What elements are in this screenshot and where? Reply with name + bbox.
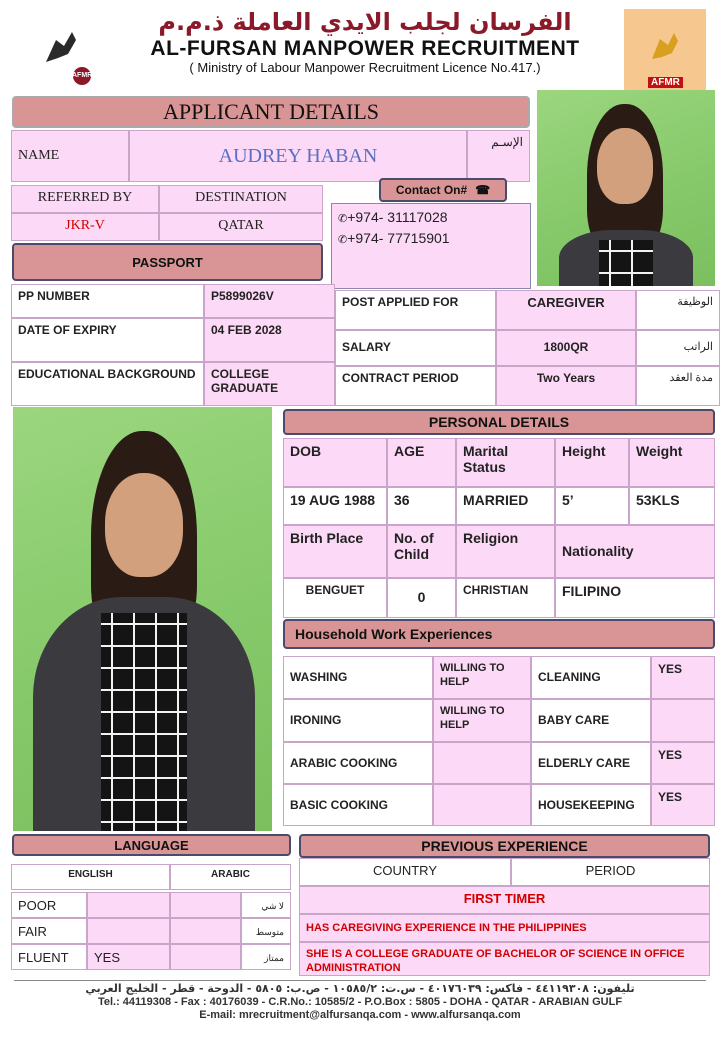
religion-label: Religion <box>456 525 555 578</box>
education-label: EDUCATIONAL BACKGROUND <box>11 362 204 406</box>
language-cell-label-ar: متوسط <box>241 918 291 944</box>
passport-title: PASSPORT <box>12 243 323 281</box>
first-timer: FIRST TIMER <box>299 886 710 914</box>
pp-number-label: PP NUMBER <box>11 284 204 318</box>
household-cell-right-val: YES <box>651 742 715 784</box>
household-cell-right: BABY CARE <box>531 699 651 742</box>
weight-value: 53KLS <box>629 487 715 525</box>
religion-value: CHRISTIAN <box>456 578 555 618</box>
language-cell-label: POOR <box>11 892 87 918</box>
language-title: LANGUAGE <box>12 834 291 856</box>
household-cell-right: HOUSEKEEPING <box>531 784 651 826</box>
contact-header <box>379 178 507 202</box>
language-cell-label-ar: ممتاز <box>241 944 291 970</box>
contact-box <box>331 203 531 289</box>
company-name: AL-FURSAN MANPOWER RECRUITMENT <box>150 37 580 60</box>
household-cell-left: IRONING <box>283 699 433 742</box>
applicant-photo-large <box>13 407 272 831</box>
post-label-arabic: الوظيفة <box>636 290 720 330</box>
arabic-header: ARABIC <box>170 864 291 890</box>
language-cell-arabic <box>170 944 241 970</box>
household-cell-left-val: WILLING TO HELP <box>433 699 531 742</box>
referred-by-value: JKR-V <box>11 213 159 241</box>
country-header: COUNTRY <box>299 858 511 886</box>
expiry-label: DATE OF EXPIRY <box>11 318 204 362</box>
phone-icon: ✆ <box>338 234 348 246</box>
dob-value: 19 AUG 1988 <box>283 487 387 525</box>
footer-english: Tel.: 44119308 - Fax : 40176039 - C.R.No.: 10585/2 - P.O.Box : 5805 - DOHA - QATAR - ARABIAN GULF <box>97 996 623 1008</box>
age-value: 36 <box>387 487 456 525</box>
contract-label-arabic: مدة العقد <box>636 366 720 406</box>
dob-label: DOB <box>283 438 387 487</box>
licence-text: ( Ministry of Labour Manpower Recruitment Licence No.417.) <box>189 60 541 75</box>
previous-experience-title: PREVIOUS EXPERIENCE <box>299 834 710 858</box>
marital-value: MARRIED <box>456 487 555 525</box>
household-cell-left: WASHING <box>283 656 433 699</box>
applicant-details-title: APPLICANT DETAILS <box>12 96 530 128</box>
household-cell-left: ARABIC COOKING <box>283 742 433 784</box>
contract-label: CONTRACT PERIOD <box>335 366 496 406</box>
household-title: Household Work Experiences <box>283 619 715 649</box>
company-name-arabic: الفرسان لجلب الايدي العاملة ذ.م.م <box>158 8 572 36</box>
contact-label: Contact On# <box>395 183 468 197</box>
footer-arabic: تليفون: ٤٤١١٩٣٠٨ - فاكس: ٤٠١٧٦٠٣٩ - س.ت: ١٠٥٨٥/٢ - ص.ب: ٥٨٠٥ - الدوحة - قطر - الخليج العربي <box>85 982 635 995</box>
nationality-label: Nationality <box>555 525 715 578</box>
personal-details-title: PERSONAL DETAILS <box>283 409 715 435</box>
applicant-photo-small <box>537 90 715 286</box>
left-logo <box>28 10 96 86</box>
household-cell-left: BASIC COOKING <box>283 784 433 826</box>
salary-label-arabic: الراتب <box>636 330 720 366</box>
salary-label: SALARY <box>335 330 496 366</box>
marital-label: Marital Status <box>456 438 555 487</box>
contact-number-1[interactable]: ✆+974- 31117028 <box>338 209 448 225</box>
language-cell-label: FLUENT <box>11 944 87 970</box>
language-cell-arabic <box>170 918 241 944</box>
household-cell-right-val: YES <box>651 656 715 699</box>
destination-value: QATAR <box>159 213 323 241</box>
birthplace-value: BENGUET <box>283 578 387 618</box>
nationality-value: FILIPINO <box>555 578 715 618</box>
language-cell-label-ar: لا شي <box>241 892 291 918</box>
children-label: No. of Child <box>387 525 456 578</box>
right-logo-text: AFMR <box>648 77 683 88</box>
phone-icon: ✆ <box>338 213 348 225</box>
left-logo-text: AFMR <box>72 72 93 79</box>
expiry-value: 04 FEB 2028 <box>204 318 335 362</box>
height-value: 5’ <box>555 487 629 525</box>
height-label: Height <box>555 438 629 487</box>
phone-icon: ☎ <box>475 183 491 197</box>
household-cell-left-val <box>433 742 531 784</box>
household-cell-left-val: WILLING TO HELP <box>433 656 531 699</box>
household-cell-right: CLEANING <box>531 656 651 699</box>
english-header: ENGLISH <box>11 864 170 890</box>
education-value: COLLEGE GRADUATE <box>204 362 335 406</box>
weight-label: Weight <box>629 438 715 487</box>
footer-email[interactable]: E-mail: mrecruitment@alfursanqa.com - www.alfursanqa.com <box>199 1009 521 1021</box>
right-logo <box>624 9 706 91</box>
children-value: 0 <box>387 578 456 618</box>
pp-number-value: P5899026V <box>204 284 335 318</box>
age-label: AGE <box>387 438 456 487</box>
footer-divider <box>14 980 706 981</box>
post-label: POST APPLIED FOR <box>335 290 496 330</box>
language-cell-english <box>87 892 170 918</box>
salary-value: 1800QR <box>496 330 636 366</box>
referred-by-label: REFERRED BY <box>11 185 159 213</box>
experience-note-1: HAS CAREGIVING EXPERIENCE IN THE PHILIPPINES <box>299 914 710 942</box>
destination-label: DESTINATION <box>159 185 323 213</box>
name-value: AUDREY HABAN <box>129 130 467 182</box>
language-cell-label: FAIR <box>11 918 87 944</box>
name-label-arabic: الإسـم <box>467 130 530 182</box>
language-cell-english <box>87 918 170 944</box>
post-value: CAREGIVER <box>496 290 636 330</box>
birthplace-label: Birth Place <box>283 525 387 578</box>
language-cell-english: YES <box>87 944 170 970</box>
household-cell-right: ELDERLY CARE <box>531 742 651 784</box>
contact-number-2[interactable]: ✆+974- 77715901 <box>338 230 450 246</box>
household-cell-right-val <box>651 699 715 742</box>
household-cell-left-val <box>433 784 531 826</box>
household-cell-right-val: YES <box>651 784 715 826</box>
period-header: PERIOD <box>511 858 710 886</box>
experience-note-2: SHE IS A COLLEGE GRADUATE OF BACHELOR OF SCIENCE IN OFFICE ADMINISTRATION <box>299 942 710 976</box>
language-cell-arabic <box>170 892 241 918</box>
contract-value: Two Years <box>496 366 636 406</box>
name-label: NAME <box>11 130 129 182</box>
